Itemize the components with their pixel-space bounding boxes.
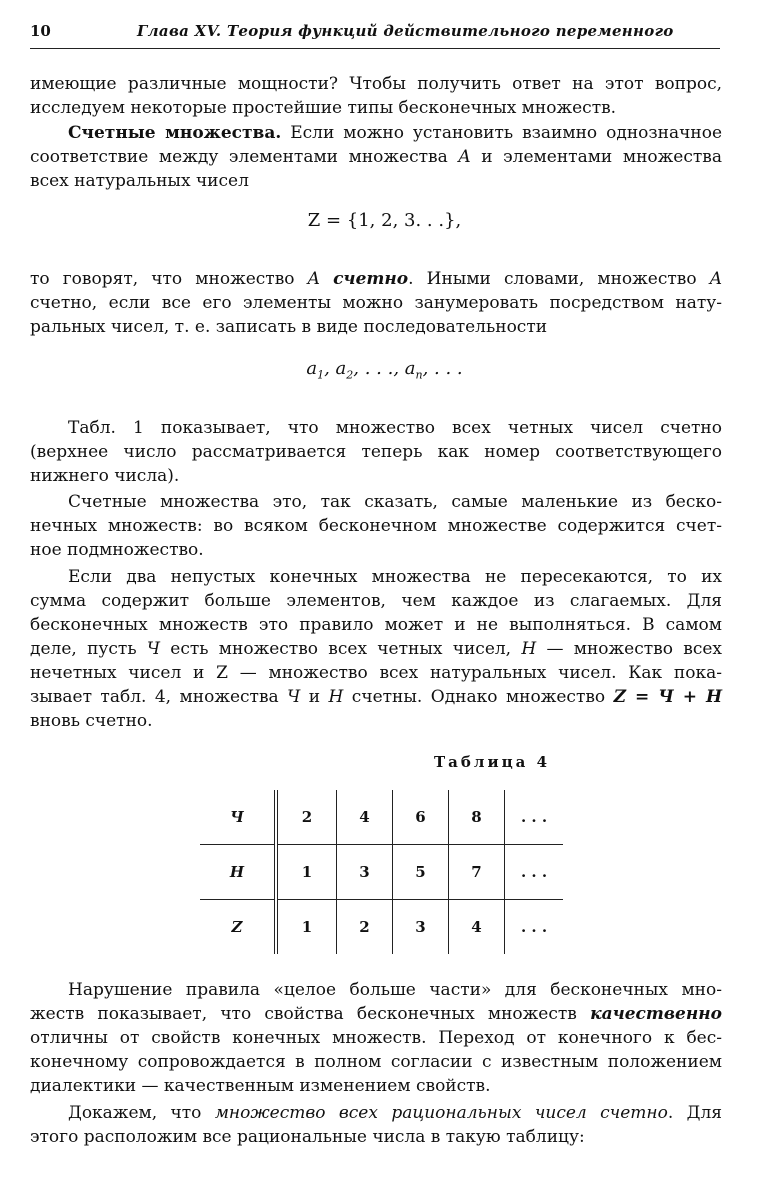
var-A: A (458, 147, 471, 167)
text-line: бесконечных множеств это правило может и не выполняться. В самом (30, 615, 722, 635)
table-row (200, 790, 563, 845)
paragraph-whole-part (30, 978, 722, 1098)
page-number: 10 (30, 22, 51, 40)
paragraph-countable (30, 267, 722, 339)
term-qualitatively: качественно (590, 1004, 722, 1024)
text-line: соответствие между элементами множества A и элементами множества (30, 147, 722, 167)
table-4 (200, 790, 563, 954)
text-line: нечетных чисел и Z — множество всех натуральных чисел. Как пока- (30, 663, 722, 683)
table-cell: 3 (337, 845, 393, 900)
text-line: Счетные множества. Если можно установить взаимно однозначное (68, 123, 723, 143)
term-countable-sets: Счетные множества. (68, 123, 282, 143)
text-line: нечных множеств: во всяком бесконечном множестве содержится счет- (30, 516, 722, 536)
table-cell: . . . (505, 900, 564, 955)
statement-rationals-countable: множество всех рациональных чисел счетно (214, 1103, 668, 1123)
paragraph-table1 (30, 416, 722, 488)
paragraph-countable-def (30, 121, 722, 193)
table-cell: 4 (449, 900, 505, 955)
text-line: диалектики — качественным изменением свойств. (30, 1076, 491, 1096)
text-line: нижнего числа). (30, 466, 180, 486)
text-line: вновь счетно. (30, 711, 153, 731)
table-cell: 2 (276, 790, 337, 845)
row-label: Z (231, 918, 243, 936)
table-cell: . . . (505, 790, 564, 845)
text-line: этого расположим все рациональные числа в такую таблицу: (30, 1127, 585, 1147)
table-cell: 4 (337, 790, 393, 845)
text-line: сумма содержит больше элементов, чем каждое из слагаемых. Для (30, 591, 722, 611)
paragraph-intro (30, 72, 722, 120)
text-line: зывает табл. 4, множества Ч и H счетны. Однако множество Z = Ч + H (30, 687, 722, 707)
table-cell: 2 (337, 900, 393, 955)
table-cell: 5 (393, 845, 449, 900)
formula-sequence: $a_1$, $a_2$, . . ., $a_n$, . . . (306, 358, 463, 382)
table-caption: Таблица 4 (434, 753, 551, 771)
text-line: жеств показывает, что свойства бесконечных множеств качественно (30, 1004, 722, 1024)
paragraph-smallest (30, 490, 722, 562)
text-line: всех натуральных чисел (30, 171, 249, 191)
page-header (30, 18, 720, 49)
text-line: Табл. 1 показывает, что множество всех четных чисел счетно (68, 418, 722, 438)
formula-natural-numbers: Z = {1, 2, 3. . .}, (307, 210, 462, 231)
table-cell: 8 (449, 790, 505, 845)
running-title: Глава XV. Теория функций действительного переменного (137, 22, 674, 40)
text-line: ное подмножество. (30, 540, 204, 560)
table-cell: 1 (276, 845, 337, 900)
text-line: (верхнее число рассматривается теперь как номер соответствующего (30, 442, 722, 462)
formula-sum: Z = Ч + H (613, 687, 722, 707)
table-cell: 1 (276, 900, 337, 955)
table-row (200, 900, 563, 955)
paragraph-rationals (30, 1101, 722, 1149)
text-line: отличны от свойств конечных множеств. Переход от конечного к бес- (30, 1028, 722, 1048)
table-cell: . . . (505, 845, 564, 900)
text-line: деле, пусть Ч есть множество всех четных чисел, H — множество всех (30, 639, 722, 659)
text-line: то говорят, что множество A счетно. Иными словами, множество A (30, 269, 723, 289)
text-line: Если два непустых конечных множества не пересекаются, то их (68, 567, 722, 587)
text-line: счетно, если все его элементы можно занумеровать посредством нату- (30, 293, 722, 313)
row-label: Ч (200, 790, 276, 845)
text-line: конечному сопровождается в полном согласии с известным положением (30, 1052, 722, 1072)
row-label: H (200, 845, 276, 900)
table-cell: 7 (449, 845, 505, 900)
term-countable: счетно (333, 269, 409, 289)
text-line: Докажем, что множество всех рациональных чисел счетно. Для (68, 1103, 722, 1123)
text-line: ральных чисел, т. е. записать в виде последовательности (30, 317, 548, 337)
text-line: исследуем некоторые простейшие типы бесконечных множеств. (30, 98, 617, 118)
text-line: Счетные множества это, так сказать, самые маленькие из беско- (68, 492, 722, 512)
paragraph-sum (30, 565, 722, 733)
text-line: Нарушение правила «целое больше части» для бесконечных мно- (68, 980, 722, 1000)
text-line: имеющие различные мощности? Чтобы получить ответ на этот вопрос, (30, 74, 722, 94)
table-row (200, 845, 563, 900)
table-cell: 6 (393, 790, 449, 845)
table-cell: 3 (393, 900, 449, 955)
